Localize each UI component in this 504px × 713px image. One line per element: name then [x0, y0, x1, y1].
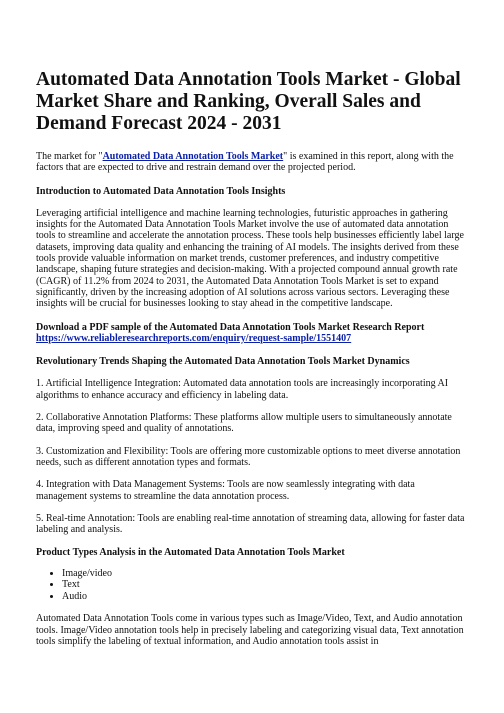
section-heading-product-types: Product Types Analysis in the Automated Data Annotation Tools Market	[36, 547, 345, 559]
product-type-list	[36, 568, 468, 603]
section-heading-trends: Revolutionary Trends Shaping the Automated Data Annotation Tools Market Dynamics	[36, 356, 410, 368]
intro-suffix: " is examined in this report, along with the factors that are expected to drive and restrain demand over the projected period.	[36, 151, 454, 174]
trend-item: 5. Real-time Annotation: Tools are enabling real-time annotation of streaming data, allowing for faster data labeling and analysis.	[36, 512, 465, 536]
trend-item: 2. Collaborative Annotation Platforms: These platforms allow multiple users to simultaneously annotate data, improving speed and quality of annotations.	[36, 412, 452, 435]
trend-item: 1. Artificial Intelligence Integration: Automated data annotation tools are increasingly incorporating AI algorithms to enhance accuracy and efficiency in labeling data.	[36, 378, 449, 401]
intro-paragraph	[36, 151, 468, 174]
trend-item: 3. Customization and Flexibility: Tools are offering more customizable options to meet diverse annotation needs, such as different annotation types and formats.	[36, 445, 461, 468]
product-type-item: • Image/video	[62, 568, 468, 580]
market-report-link[interactable]: Automated Data Annotation Tools Market	[102, 151, 284, 162]
product-type-item: • Text	[62, 579, 468, 591]
intro-prefix: The market for "	[36, 151, 103, 162]
trend-item: 4. Integration with Data Management Systems: Tools are now seamlessly integrating with data management systems to streamline the data annotation process.	[36, 479, 415, 502]
page-title: Automated Data Annotation Tools Market - Global Market Share and Ranking, Overall Sales and Demand Forecast 2024 - 2031	[36, 69, 461, 134]
download-sample-label: Download a PDF sample of the Automated Data Annotation Tools Market Research Report	[36, 321, 425, 333]
download-sample-paragraph	[36, 333, 468, 344]
product-types-paragraph: Automated Data Annotation Tools come in various types such as Image/Video, Text, and Audio annotation tools. Image/Video annotation tools help in precisely labeling and categorizing visual data, Text annotation tools simplify the labeling of textual information, and Audio annotation tools assist in	[36, 613, 464, 647]
document-body	[36, 69, 468, 647]
introduction-paragraph: Leveraging artificial intelligence and machine learning technologies, futuristic approaches in gathering insights for the Automated Data Annotation Tools Market involve the use of automated data annotation tools to streamline and accelerate the annotation process. These tools help businesses efficiently label large datasets, improving data quality and enhancing the training of AI models. The insights derived from these tools provide valuable information on market trends, customer preferences, and industry competitive landscape, shaping future strategies and decision-making. With a projected compound annual growth rate (CAGR) of 11.2% from 2024 to 2031, the Automated Data Annotation Tools Market is set to expand significantly, driven by the increasing adoption of AI solutions across various sectors. Leveraging these insights will be crucial for businesses looking to stay ahead in the competitive landscape.	[36, 207, 464, 310]
product-type-item: • Audio	[62, 591, 468, 603]
section-heading-introduction: Introduction to Automated Data Annotation Tools Insights	[36, 185, 286, 197]
download-sample-link[interactable]: https://www.reliableresearchreports.com/enquiry/request-sample/1551407	[36, 332, 352, 344]
